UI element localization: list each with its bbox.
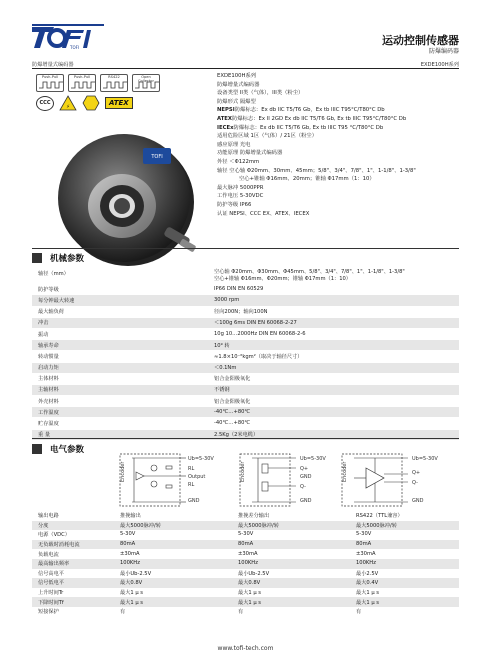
svg-text:Q-: Q-: [300, 484, 306, 490]
row-value: 空心轴 Φ20mm、Φ30mm、Φ45mm、5/8"、3/4"、7/8"、1"、1-1/8"、1-3/8" 空心+锥轴 Φ16mm、Φ20mm；锥轴 Φ17mm（1：10）: [214, 268, 405, 282]
row-value: 80mA: [356, 541, 372, 548]
spec-line: EXDE100H系列: [217, 73, 257, 79]
svg-text:GND: GND: [188, 498, 200, 504]
row-value: 10⁹ 转: [214, 342, 230, 349]
rs422-circuit-diagram: [340, 452, 450, 508]
row-value: 最大1 μ s: [356, 599, 379, 606]
row-key: 最大轴负荷: [38, 309, 64, 316]
row-value: 最小2.5V: [356, 570, 379, 577]
table-row: [32, 540, 459, 550]
row-key: 工作温度: [38, 409, 59, 416]
row-value: 5-30V: [238, 531, 254, 538]
row-value: 最小Ub-2.5V: [238, 570, 270, 577]
spec-line: 适用危险区域 1区（气体）/ 21区（粉尘）: [217, 133, 318, 140]
row-value: 铝合金阳极氧化: [214, 376, 251, 383]
header-left-label: 防爆增量式编码器: [32, 62, 74, 68]
row-value: ±30mA: [238, 550, 258, 557]
svg-text:Encoder: Encoder: [120, 461, 126, 482]
row-value: 推挽差分输出: [238, 513, 270, 520]
svg-text:RL: RL: [188, 482, 195, 488]
svg-text:Q+: Q+: [300, 466, 309, 472]
row-value: 最大1 μ s: [356, 590, 379, 597]
header-title: 运动控制传感器: [382, 34, 459, 47]
row-value: 2.5Kg（2米电缆）: [214, 432, 259, 439]
row-value: 有: [238, 609, 244, 616]
row-value: 有: [120, 609, 126, 616]
row-value: ＜0.1Nm: [214, 365, 237, 372]
spec-line: 防爆形式 隔爆型: [217, 98, 256, 105]
svg-text:TOFI: TOFI: [70, 45, 80, 50]
spec-line: 轴径 空心轴 Φ20mm、30mm、45mm；5/8"、3/4"、7/8"、1"、1-1/8"、1-3/8": [217, 167, 416, 174]
row-key: 输出电路: [38, 513, 59, 520]
svg-text:GND: GND: [412, 498, 424, 504]
spec-line: ATEX防爆标志：Ex II 2GD Ex db IIC T5/T6 Gb, Ex tb IIIC T95°C/T80°C Db: [217, 115, 407, 122]
atex-badge-icon: ATEX: [105, 97, 133, 109]
svg-text:Ub=5-30V: Ub=5-30V: [188, 456, 214, 462]
header-rule: [32, 68, 459, 69]
mech-section-rule: [32, 248, 459, 249]
table-row: [32, 351, 459, 362]
row-value: 5-30V: [356, 531, 372, 538]
svg-text:Ub=5-30V: Ub=5-30V: [300, 456, 326, 462]
row-value: -40℃…+80℃: [214, 408, 251, 415]
row-value: -40℃…+80℃: [214, 420, 251, 427]
row-key: 冲击: [38, 320, 49, 327]
certification-badges: [36, 95, 133, 111]
row-value: IP66 DIN EN 60529: [214, 285, 264, 292]
table-row: [32, 307, 459, 318]
elec-table: [32, 511, 459, 617]
svg-text:GND: GND: [300, 474, 312, 480]
table-row: [32, 318, 459, 329]
row-value: 最大1 μ s: [238, 599, 261, 606]
table-row: [32, 407, 459, 418]
table-row: [32, 549, 459, 559]
spec-line: 工作电压 5-30VDC: [217, 193, 264, 200]
warning-triangle-icon: [59, 95, 77, 111]
row-key: 分度: [38, 522, 49, 529]
spec-line: 设备类型 II类（气体），III类（粉尘）: [217, 90, 304, 97]
table-row: [32, 340, 459, 351]
row-value: 80mA: [120, 541, 136, 548]
row-key: 启动力矩: [38, 365, 59, 372]
row-value: 最大0.8V: [238, 580, 261, 587]
row-key: 贮存温度: [38, 421, 59, 428]
table-row: [32, 559, 459, 569]
row-value: 铝合金阳极氧化: [214, 398, 251, 405]
row-key: 轴径（mm）: [38, 271, 69, 277]
row-key: 无负载时消耗电流: [38, 542, 80, 549]
footer-url[interactable]: www.tofi-tech.com: [217, 645, 274, 652]
spec-line: 最大脉冲 5000PPR: [217, 184, 264, 191]
spec-line: 防护等级 IP66: [217, 201, 252, 208]
row-key: 信号高电平: [38, 570, 64, 577]
row-value: 最大1 μ s: [120, 599, 143, 606]
spec-line: 外径 ＜Φ122mm: [217, 158, 260, 165]
row-value: 5-30V: [120, 531, 136, 538]
svg-text:Ub=5-30V: Ub=5-30V: [412, 456, 438, 462]
elec-section-title: 电气参数: [50, 445, 85, 455]
mech-section-title: 机械参数: [50, 254, 85, 264]
row-value: ≈1.8×10⁻⁶kgm²（取决于轴径尺寸）: [214, 353, 303, 360]
push-pull-ttl-icon: Push-Pull: [68, 74, 96, 92]
output-type-icons: [36, 74, 160, 92]
table-row: [32, 597, 459, 607]
table-row: [32, 521, 459, 531]
ex-hexagon-icon: [82, 95, 100, 111]
row-value: 100KHz: [120, 560, 140, 567]
section-marker-icon: [32, 253, 42, 263]
row-key: 信号低电平: [38, 580, 64, 587]
row-value: 最大5000脉冲/转: [120, 522, 161, 529]
rs422-ttl-icon: RS422: [100, 74, 128, 92]
table-row: [32, 530, 459, 540]
spec-line: NEPSI防爆标志：Ex db IIC T5/T6 Gb，Ex tb IIIC T95°C/T80°C Db: [217, 107, 385, 114]
row-value: 有: [356, 609, 362, 616]
row-value: 径向200N；轴向100N: [214, 309, 268, 316]
svg-text:Encoder: Encoder: [342, 461, 348, 482]
ccc-badge-icon: CCC: [36, 96, 54, 111]
row-key: 负载电流: [38, 551, 59, 558]
svg-text:Q-: Q-: [412, 480, 418, 486]
table-row: [32, 588, 459, 598]
row-value: 最大0.4V: [356, 580, 379, 587]
row-key: 振动: [38, 331, 49, 338]
mech-section-header: [32, 252, 84, 264]
spec-line: 功能原理 防爆增量式编码器: [217, 150, 283, 157]
table-row: [32, 329, 459, 340]
svg-text:Output: Output: [188, 474, 206, 480]
row-value: 80mA: [238, 541, 254, 548]
header-subtitle: 防爆编码器: [428, 48, 459, 55]
row-value: ＜100g 6ms DIN EN 60068-2-27: [214, 320, 297, 327]
table-row: [32, 385, 459, 396]
row-value: 最大0.8V: [120, 580, 143, 587]
spec-line: 认证 NEPSI、CCC EX、ATEX、IECEX: [217, 210, 310, 217]
table-row: [32, 396, 459, 407]
table-row: [32, 284, 459, 295]
row-key: 短接保护: [38, 609, 59, 616]
row-key: 最高输出频率: [38, 561, 70, 568]
elec-section-header: [32, 443, 84, 455]
row-key: 外壳材料: [38, 398, 59, 405]
row-value: 10g 10…2000Hz DIN EN 60068-2-6: [214, 330, 306, 337]
row-key: 防护等级: [38, 286, 59, 293]
push-pull-htl-icon: Push-Pull: [36, 74, 64, 92]
mech-table: [32, 266, 459, 441]
svg-text:⚡: ⚡: [66, 104, 70, 110]
row-value: 最大5000脉冲/转: [238, 522, 279, 529]
row-value: 最大1 μ s: [238, 590, 261, 597]
svg-text:Q+: Q+: [412, 470, 421, 476]
row-value: ±30mA: [356, 550, 376, 557]
spec-line: 感应原理 光电: [217, 141, 251, 148]
table-row: [32, 266, 459, 284]
row-key: 主体材料: [38, 376, 59, 383]
row-value: RS422（TTL兼容）: [356, 513, 403, 520]
row-value: 3000 rpm: [214, 296, 240, 303]
row-key: 电源（VDC）: [38, 532, 70, 539]
open-collector-icon: Open Collector: [132, 74, 160, 92]
row-value: 100KHz: [238, 560, 258, 567]
row-value: 推挽输出: [120, 513, 141, 520]
row-key: 下降时间Tf: [38, 599, 64, 606]
svg-text:Encoder: Encoder: [240, 461, 246, 482]
row-value: 最大5000脉冲/转: [356, 522, 397, 529]
spec-line: 空心+锥轴 Φ16mm、20mm；锥轴 Φ17mm（1：10）: [239, 176, 375, 183]
table-row: [32, 607, 459, 617]
svg-text:TOFI: TOFI: [151, 154, 163, 160]
row-key: 主轴材料: [38, 387, 59, 394]
table-row: [32, 578, 459, 588]
table-row: [32, 569, 459, 579]
product-spec-summary: [217, 72, 477, 218]
spec-line: IECEx防爆标志：Ex db IIC T5/T6 Gb, Ex tb IIIC T95 °C/T80°C Db: [217, 124, 384, 131]
table-row: [32, 374, 459, 385]
push-pull-circuit-diagram: [118, 452, 228, 508]
svg-text:GND: GND: [300, 498, 312, 504]
row-value: 最小Ub-2.5V: [120, 570, 152, 577]
header-model: EXDE100H系列: [420, 62, 459, 68]
table-row: [32, 295, 459, 306]
elec-section-rule: [32, 438, 459, 439]
spec-line: 防爆增量式编码器: [217, 81, 260, 88]
row-key: 上升时间Tr: [38, 590, 64, 597]
row-key: 每分钟最大转速: [38, 297, 75, 304]
table-row: [32, 430, 459, 441]
row-key: 轴承寿命: [38, 342, 59, 349]
section-marker-icon: [32, 444, 42, 454]
tofi-logo: [32, 24, 104, 50]
table-row: [32, 418, 459, 429]
svg-text:RL: RL: [188, 466, 195, 472]
row-value: 不锈钢: [214, 387, 230, 394]
push-pull-differential-circuit-diagram: [238, 452, 348, 508]
row-value: 100KHz: [356, 560, 376, 567]
table-row: [32, 363, 459, 374]
row-key: 重 量: [38, 432, 51, 439]
row-value: ±30mA: [120, 550, 140, 557]
row-key: 转动惯量: [38, 353, 59, 360]
table-row: [32, 511, 459, 521]
row-value: 最大1 μ s: [120, 590, 143, 597]
